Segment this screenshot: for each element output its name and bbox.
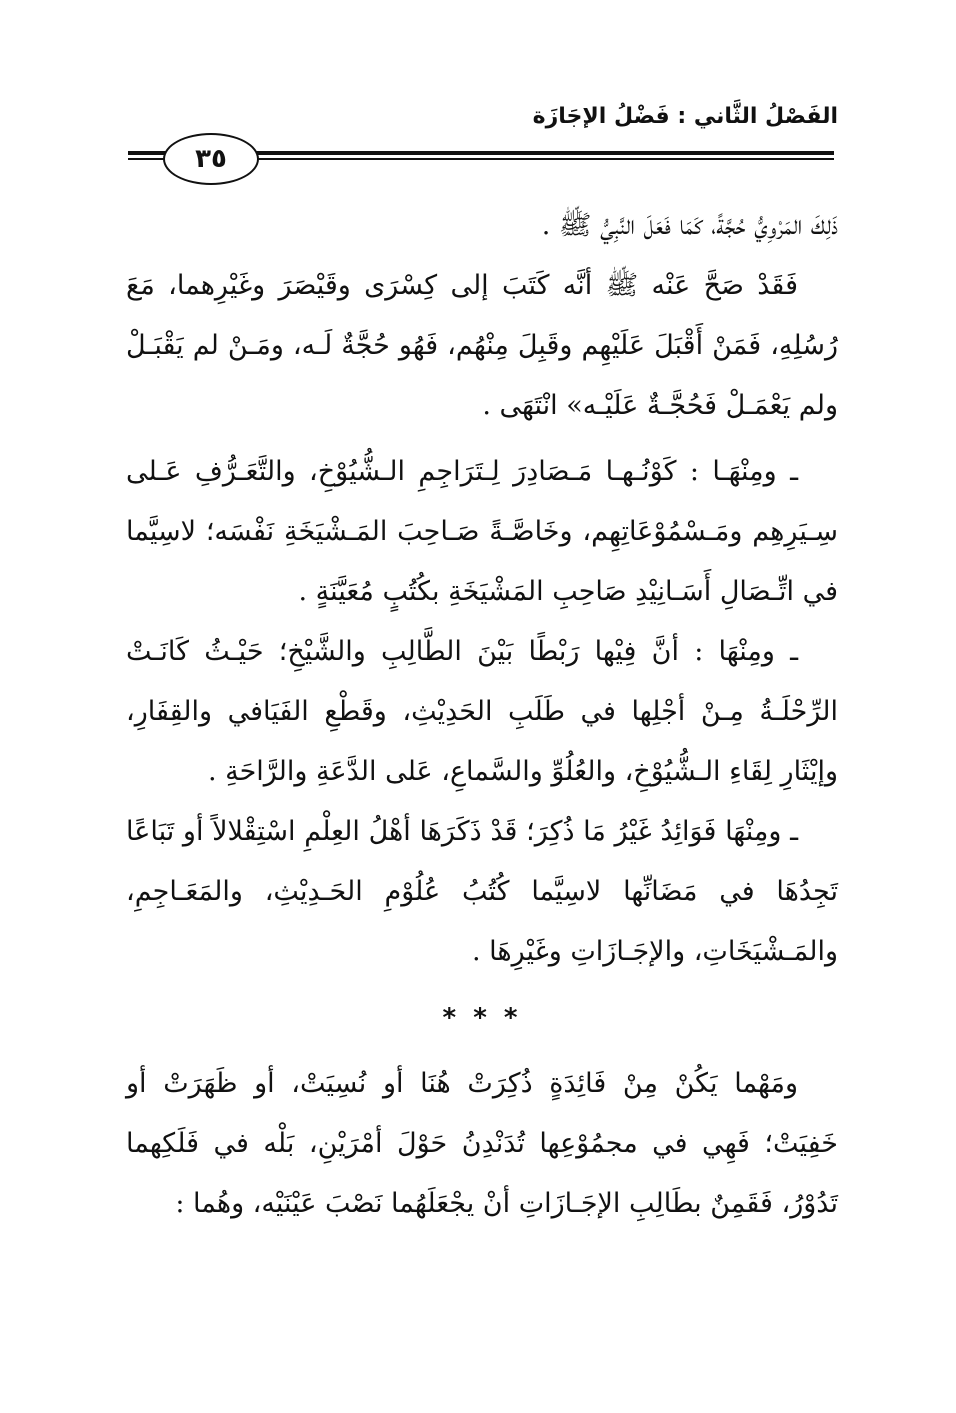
body-text — [126, 196, 838, 1234]
running-title: الفَصْلُ الثَّاني : فَضْلُ الإجَازَة — [532, 104, 838, 129]
section-separator: * * * — [442, 1003, 522, 1033]
paragraph: فَقَدْ صَحَّ عَنْه ﷺ أنَّه كَتَبَ إلى كِسْرَى وقَيْصَرَ وغَيْرِهما، مَعَ رُسُلِهِ، فَمَنْ أَقْبَلَ عَلَيْهِم وقَبِلَ مِنْهُم، فَهُو حُجَّةٌ لَـه، ومَـنْ لم يَقْبَـلْ ولم يَعْمَـلْ فَحُجَّـةٌ عَلَيْـه» انْتَهَى . — [126, 270, 838, 421]
paragraph: ومَهْما يَكُنْ مِنْ فَائِدَةٍ ذُكِرَتْ هُنَا أو نُسِيَتْ، أو ظَهَرَتْ أو خَفِيَتْ؛ فَهِي في مجمُوْعِها تُدَنْدِنُ حَوْلَ أمْرَيْنِ، بَلْه في فَلَكِهما تَدُوْرُ، فَقَمِنٌ بطَالِبِ الإجَـازَاتِ أنْ يجْعَلَهُما نَصْبَ عَيْنَيْه، وهُما : — [126, 1068, 838, 1219]
paragraph: ـ ومِنْهَا فَوَائِدُ غَيْرُ مَا ذُكِرَ؛ قَدْ ذَكَرَهَا أهْلُ العِلْمِ اسْتِقْلالاً أو تَبَاعًا تَجِدُهَا في مَضَانِّها لاسِيَّما كُتُبُ عُلُوْمِ الحَـدِيْثِ، والمَعَـاجِمِ، والمَـشْيَخَاتِ، والإجَـازَاتِ وغَيْرِهَا . — [126, 816, 838, 967]
paragraph: ذَلِكَ المَرْوِيُّ حُجَّةً، كَمَا فَعَلَ النَّبِيُّ ﷺ . — [541, 210, 838, 241]
paragraph: ـ ومِنْهَا : أنَّ فِيْها رَبْطًا بَيْنَ الطَّالِبِ والشَّيْخِ؛ حَيْـثُ كَانَـتْ الرِّحْلَـةُ مِـنْ أجْلِها في طَلَبِ الحَدِيْثِ، وقَطْعِ الفَيَافي والقِفَارِ، وإيْثَارِ لِقَاءِ الـشُّيُوْخِ، والعُلُوِّ والسَّماعِ، عَلى الدَّعَةِ والرَّاحَةِ . — [126, 636, 838, 787]
paragraph: ـ ومِنْهَـا : كَوْنُـهـا مَـصَادِرَ لِـتَرَاجِمِ الـشُّيُوْخِ، والتَّعَـرُّفِ عَـلى سِـيَرِهِم ومَـسْمُوْعَاتِهِم، وخَاصَّـةً صَـاحِبَ المَـشْيَخَةِ نَفْسَه؛ لاسِيَّما في اتِّـصَالِ أَسَـانِيْدِ صَاحِبِ المَشْيَخَةِ بكُتُبٍ مُعَيَّنَةٍ . — [126, 456, 838, 607]
page-number: ٣٥ — [163, 133, 259, 185]
